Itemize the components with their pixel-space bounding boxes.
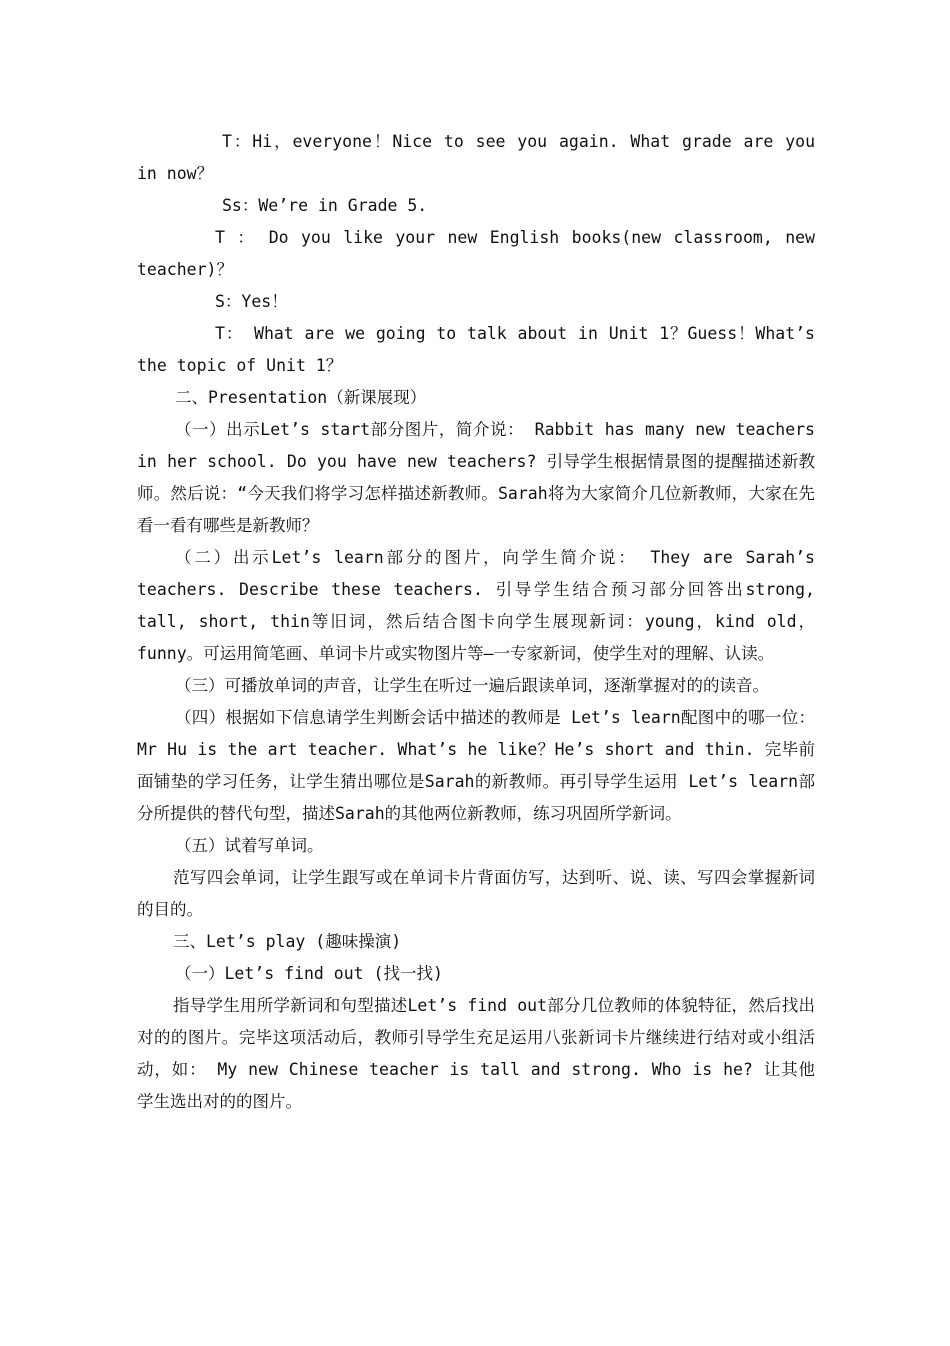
- step-three-listen: （三）可播放单词的声音，让学生在听过一遍后跟读单词，逐渐掌握对的的读音。: [175, 676, 769, 695]
- dialogue-teacher-topic: T： What are we going to talk about in Unit 1？Guess！What’s the topic of Unit 1？: [137, 324, 815, 375]
- dialogue-teacher-books: T ： Do you like your new English books(new classroom, new teacher)？: [137, 228, 815, 279]
- writing-practice-note: 范写四会单词，让学生跟写或在单词卡片背面仿写，达到听、说、读、写四会掌握新词的目的。: [137, 868, 815, 919]
- step-one-find-out: （一）Let’s find out (找一找): [175, 964, 443, 983]
- lesson-plan-text: [137, 126, 815, 1118]
- section-heading-presentation: 二、Presentation（新课展现）: [175, 388, 427, 407]
- dialogue-teacher-greeting: T：Hi，everyone！Nice to see you again. What grade are you in now？: [137, 132, 815, 183]
- step-one-lets-start: （一）出示Let’s start部分图片，简介说： Rabbit has many new teachers in her school. Do you have new teachers? 引导学生根据情景图的提醒描述新教师。然后说：“今天我们将学习怎样描述新教师。Sarah将为大家简介几位新教师，大家在先看一看有哪些是新教师？: [137, 420, 815, 535]
- step-two-lets-learn: （二）出示Let’s learn部分的图片，向学生简介说： They are Sarah’s teachers. Describe these teachers. 引导学生结合预习部分回答出strong, tall, short, thin等旧词，然后结合图卡向学生展现新词：young，kind old，funny。可运用简笔画、单词卡片或实物图片等—一专家新词，使学生对的理解、认读。: [137, 548, 815, 663]
- step-four-identify: （四）根据如下信息请学生判断会话中描述的教师是 Let’s learn配图中的哪一位：Mr Hu is the art teacher. What’s he like？He’s short and thin. 完毕前面铺垫的学习任务，让学生猜出哪位是Sarah的新教师。再引导学生运用 Let’s learn部分所提供的替代句型，描述Sarah的其他两位新教师，练习巩固所学新词。: [137, 708, 815, 823]
- section-heading-lets-play: 三、Let’s play (趣味操演): [173, 932, 402, 951]
- dialogue-student-yes: S：Yes！: [215, 292, 288, 311]
- step-five-write: （五）试着写单词。: [175, 836, 324, 855]
- find-out-instructions: 指导学生用所学新词和句型描述Let’s find out部分几位教师的体貌特征，然后找出对的的图片。完毕这项活动后，教师引导学生充足运用八张新词卡片继续进行结对或小组活动，如： My new Chinese teacher is tall and strong. Who is he? 让其他学生选出对的的图片。: [137, 996, 815, 1111]
- dialogue-students-grade: Ss：We’re in Grade 5.: [222, 196, 428, 215]
